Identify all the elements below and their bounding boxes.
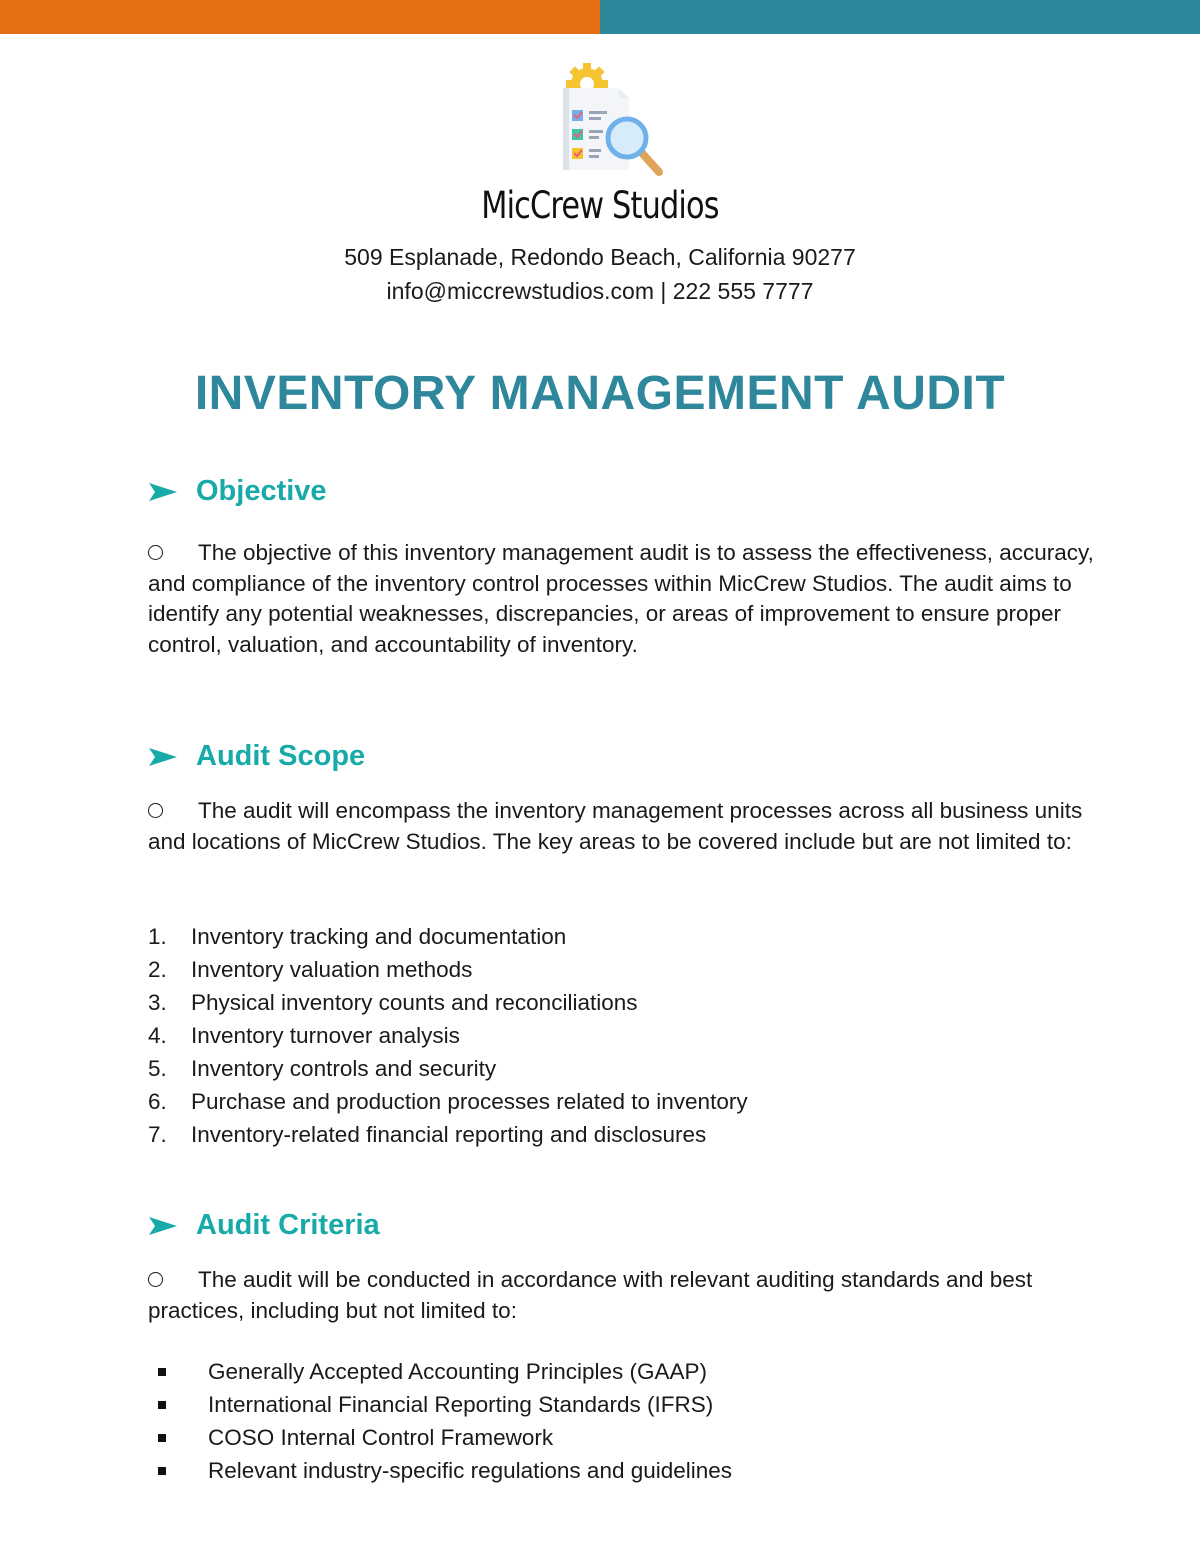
- arrowhead-icon: [148, 747, 178, 767]
- company-contact: info@miccrewstudios.com | 222 555 7777: [386, 278, 814, 304]
- company-name: MicCrew Studios: [481, 184, 719, 227]
- list-item: 6. Purchase and production processes related to inventory: [148, 1089, 748, 1114]
- top-bar-orange: [0, 0, 600, 34]
- objective-text: The objective of this inventory management audit is to assess the effectiveness, accuracy, and compliance of the inventory control processes within MicCrew Studios. The audit aims to identify any potential weaknesses, discrepancies, or areas of improvement to ensure proper control, valuation, and accountability of inventory.: [148, 540, 1094, 657]
- audit-checklist-icon: [555, 62, 670, 180]
- section-heading-label: Audit Scope: [196, 740, 366, 772]
- square-bullet-icon: [158, 1368, 166, 1376]
- list-item: Generally Accepted Accounting Principles (GAAP): [158, 1355, 1108, 1388]
- document-title: INVENTORY MANAGEMENT AUDIT: [194, 367, 1006, 420]
- list-item: 3. Physical inventory counts and reconciliations: [148, 990, 638, 1015]
- list-item: Relevant industry-specific regulations and guidelines: [158, 1454, 1108, 1487]
- square-bullet-icon: [158, 1434, 166, 1442]
- square-bullet-icon: [158, 1401, 166, 1409]
- circle-bullet-icon: [148, 803, 163, 818]
- objective-paragraph: [148, 538, 1098, 660]
- top-bar-teal: [600, 0, 1200, 34]
- list-item: International Financial Reporting Standards (IFRS): [158, 1388, 1108, 1421]
- section-heading-criteria: [148, 1209, 380, 1242]
- circle-bullet-icon: [148, 1272, 163, 1287]
- list-item: 4. Inventory turnover analysis: [148, 1023, 460, 1048]
- arrowhead-icon: [148, 1216, 178, 1236]
- top-color-bar: [0, 0, 1200, 34]
- company-address: 509 Esplanade, Redondo Beach, California 90277: [344, 244, 856, 270]
- arrowhead-icon: [148, 482, 178, 502]
- section-heading-label: Objective: [196, 475, 327, 507]
- list-item: 7. Inventory-related financial reporting and disclosures: [148, 1122, 707, 1147]
- list-item: 5. Inventory controls and security: [148, 1056, 497, 1081]
- criteria-paragraph: [148, 1265, 1098, 1326]
- list-item: 2. Inventory valuation methods: [148, 957, 473, 982]
- section-heading-scope: [148, 740, 365, 773]
- section-heading-label: Audit Criteria: [196, 1209, 380, 1241]
- scope-text: The audit will encompass the inventory management processes across all business units and locations of MicCrew Studios. The key areas to be covered include but are not limited to:: [148, 798, 1083, 854]
- criteria-text: The audit will be conducted in accordance with relevant auditing standards and best practices, including but not limited to:: [148, 1267, 1033, 1323]
- list-item: 1. Inventory tracking and documentation: [148, 924, 567, 949]
- scope-numbered-list: [148, 920, 1098, 1151]
- circle-bullet-icon: [148, 545, 163, 560]
- list-item: COSO Internal Control Framework: [158, 1421, 1108, 1454]
- scope-paragraph: [148, 796, 1098, 857]
- criteria-bullet-list: [158, 1355, 1108, 1487]
- square-bullet-icon: [158, 1467, 166, 1475]
- section-heading-objective: [148, 475, 327, 508]
